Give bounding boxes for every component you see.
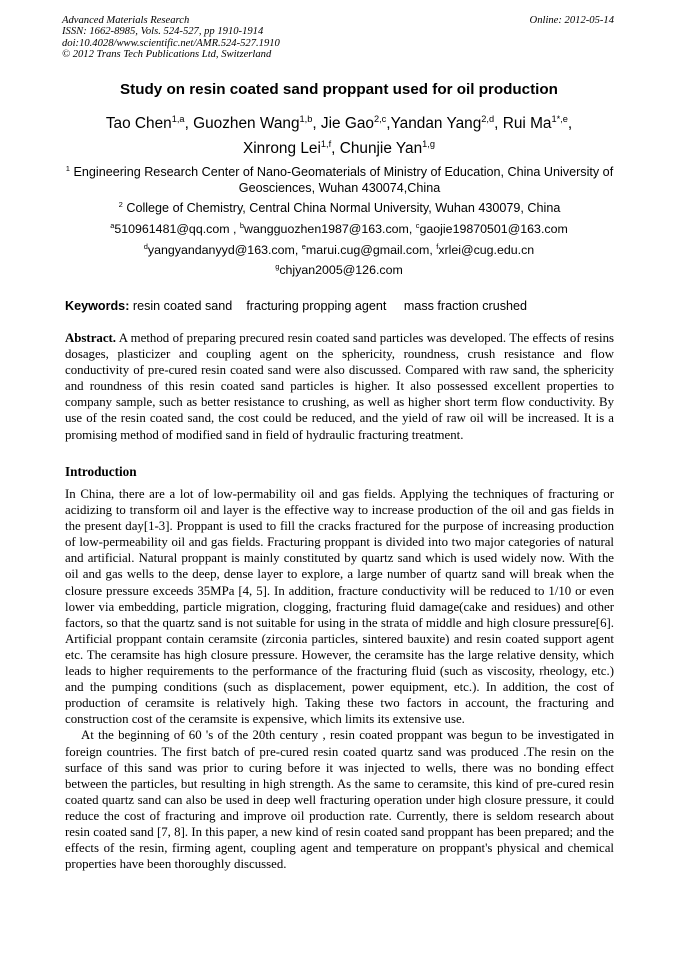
email-line-1 xyxy=(0,221,678,237)
keyword-item: resin coated sand xyxy=(132,299,233,313)
keywords xyxy=(65,299,527,313)
email-link[interactable]: chjyan2005@126.com xyxy=(279,263,403,277)
email-link[interactable]: xrlei@cug.edu.cn xyxy=(438,243,535,257)
email-sup: f xyxy=(436,241,439,251)
author-sup: 1*,e xyxy=(551,113,568,124)
email-sup: a xyxy=(110,220,115,230)
journal-header xyxy=(62,15,280,61)
email-sup: b xyxy=(239,220,245,230)
affiliation-text: College of Chemistry, Central China Normal University, Wuhan 430079, China xyxy=(126,201,561,215)
affiliation-1 xyxy=(62,164,617,196)
email-sup: d xyxy=(143,241,148,251)
affiliation-2 xyxy=(62,200,617,216)
author-name: Xinrong Lei xyxy=(243,139,321,157)
author-sup: 2,d xyxy=(481,113,495,124)
email-sup: e xyxy=(301,241,306,251)
introduction-body xyxy=(65,486,614,872)
paragraph: At the beginning of 60 's of the 20th century , resin coated proppant was begun to be investigated in foreign countries. The first batch of pre-cured resin coated quartz sand was produced .The resin on the surface of this sand was prior to curing before it was injected to wells, there was no bonding effect between the particles, but resulting in high strength. As the same to ceramsite, this kind of pre-cured resin coated quartz sand can also be used in deep well fracturing operation under high closure pressure, it could reduce the cost of fracturing and improve oil production rate. Currently, there is seldom research about resin coated sand [7, 8]. In this paper, a new kind of resin coated sand proppant has been prepared; and the effects of the resin, firming agent, coupling agent and temperature on proppant's physical and chemical properties have been thoroughly discussed. xyxy=(65,728,614,872)
email-sup: g xyxy=(275,261,280,271)
email-link[interactable]: marui.cug@gmail.com, xyxy=(305,243,433,257)
author-name: Tao Chen xyxy=(105,115,172,132)
email-link[interactable]: wangguozhen1987@163.com, xyxy=(244,222,413,236)
abstract-label: Abstract. xyxy=(65,331,117,345)
email-line-3 xyxy=(0,262,678,278)
author-name: Rui Ma xyxy=(502,115,552,132)
keyword-item: fracturing propping agent xyxy=(246,299,387,313)
author-name: Jie Gao xyxy=(320,115,374,132)
author-sup: 1,a xyxy=(171,113,185,124)
affiliation-sup: 2 xyxy=(118,199,123,209)
keyword-item: mass fraction crushed xyxy=(403,299,528,313)
abstract xyxy=(65,330,614,443)
author-list: Tao Chen$^{1,a}$, Guozhen Wang$^{1,b}$, Jie Gao$^{2,c}$,Yandan Yang$^{2,d}$, Rui $Ma^{1*,e}$, Xinrong Lei$^{1,f}$, Chunjie Yan$^{1,g}$ xyxy=(105,113,573,157)
online-date: Online: 2012-05-14 xyxy=(529,15,614,26)
email-line-2 xyxy=(0,242,678,258)
affiliation-text: Engineering Research Center of Nano-Geomaterials of Ministry of Education, China University of Geosciences, Wuhan 430074,China xyxy=(73,165,614,195)
email-link[interactable]: yangyandanyyd@163.com, xyxy=(147,243,299,257)
section-heading-introduction: Introduction xyxy=(65,464,137,479)
email-link[interactable]: 510961481@qq.com , xyxy=(114,222,237,236)
affiliation-sup: 1 xyxy=(65,163,70,173)
journal-issn: ISSN: 1662-8985, Vols. 524-527, pp 1910-1914 xyxy=(62,26,264,38)
journal-name: Advanced Materials Research xyxy=(62,15,190,26)
author-sup: 2,c xyxy=(373,113,387,124)
keywords-label: Keywords: xyxy=(65,299,130,313)
author-sup: 1,b xyxy=(299,113,313,124)
journal-doi: doi:10.4028/www.scientific.net/AMR.524-527.1910 xyxy=(62,37,280,49)
abstract-text: A method of preparing precured resin coated sand particles was developed. The effects of resins dosages, plasticizer and coupling agent on the sphericity, roundness, crush resistance and flow conductivity of pre-cured resin coated sand were also discussed. Compared with raw sand, the sphericity and roundness of this resin coated sand particles is higher. It also possessed excellent properties to company sample, such as better resistance to crushing, as well as higher short term flow conductivity. By use of the resin coated sand, the cost could be reduced, and the yield of raw oil will be increased. It is a promising method of modified sand in field of hydraulic fracturing treatment. xyxy=(65,331,614,442)
author-name: Guozhen Wang xyxy=(193,115,300,132)
email-sup: c xyxy=(415,220,420,230)
journal-copyright: © 2012 Trans Tech Publications Ltd, Switzerland xyxy=(62,49,272,61)
paper-title: Study on resin coated sand proppant used for oil production xyxy=(120,81,558,98)
email-link[interactable]: gaojie19870501@163.com xyxy=(419,222,568,236)
paragraph: In China, there are a lot of low-permability oil and gas fields. Applying the techniques of fracturing or acidizing to transform oil and layer is the effective way to increase production of the oil and gas fields in the present day[1-3]. Proppant is used to fill the cracks fractured for the purpose of increasing production of low-permeability oil and gas fields. Fracturing proppant is divided into two major categories of natural and artificial. Natural proppant is mainly constituted by quartz sand which is used widely now. With the oil and gas wells to the deep, dense layer to explore, a large number of quartz sand will break when the closure pressure exceeds 35MPa [4, 5]. In addition, fracture conductivity will be reduced to 1/10 or even lower via embedding, particle migration, clogging, fracturing fluid damage(cake and residues) and other factors, so that the quartz sand is not suitable for using in the strata of middle and high closure pressure[6]. Artificial proppant contain ceramsite (zirconia particles, sintered bauxite) and resin coated support agent etc. The ceramsite has high closure pressure. However, the ceramsite has the large relative density, which leads to higher requirements to the performance of the fracturing fluid (such as viscosity, rheology, etc.) and the pumping conditions (such as displacement, power equipment, etc.). In addition, the cost of production of ceramsite is relatively high. Taking these two factors in account, the fracturing and construction cost of the ceramsite is expensive, which limits its extensive use. xyxy=(65,487,614,727)
author-name: Yandan Yang xyxy=(390,115,482,132)
author-name: Chunjie Yan xyxy=(339,139,423,157)
author-sup: 1,g xyxy=(422,138,435,149)
author-sup: 1,f xyxy=(320,138,332,149)
